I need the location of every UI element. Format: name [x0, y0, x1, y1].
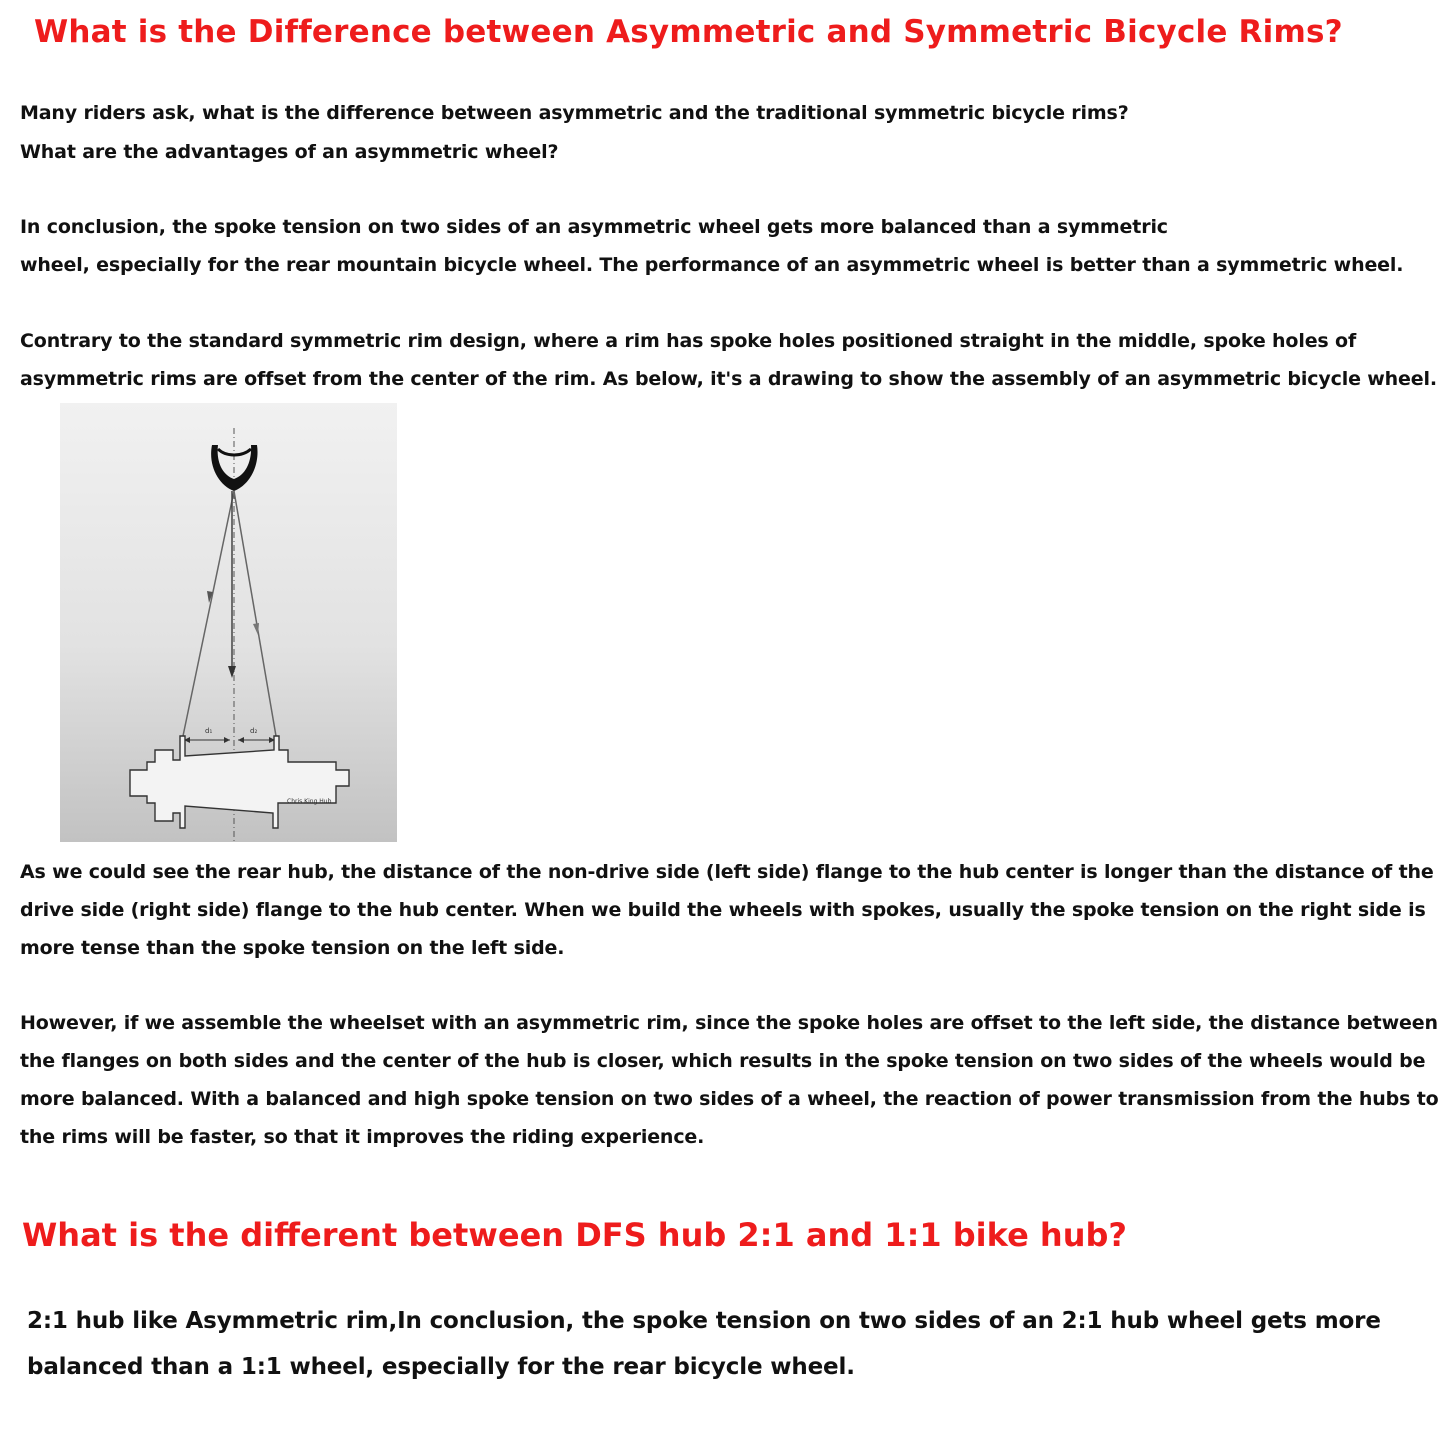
however-line-2: the flanges on both sides and the center of the hub is closer, which results in the spoke tension on two sides of the wheels would be	[20, 1050, 1426, 1072]
right-spoke	[234, 491, 276, 736]
d2-label: d₂	[250, 727, 258, 735]
contrary-line-2: asymmetric rims are offset from the center of the rim. As below, it's a drawing to show the assembly of an asymmetric bicycle wheel.	[20, 368, 1437, 390]
main-heading: What is the Difference between Asymmetric and Symmetric Bicycle Rims?	[34, 14, 1343, 50]
rear-hub-line-3: more tense than the spoke tension on the left side.	[20, 937, 565, 959]
intro-line-2: What are the advantages of an asymmetric wheel?	[20, 141, 559, 163]
dfs-line-1: 2:1 hub like Asymmetric rim,In conclusion, the spoke tension on two sides of an 2:1 hub wheel gets more	[27, 1308, 1381, 1334]
rear-hub-line-1: As we could see the rear hub, the distance of the non-drive side (left side) flange to the hub center is longer than the distance of the	[20, 861, 1434, 883]
dfs-line-2: balanced than a 1:1 wheel, especially for the rear bicycle wheel.	[27, 1354, 855, 1380]
conclusion-line-2: wheel, especially for the rear mountain bicycle wheel. The performance of an asymmetric wheel is better than a symmetric wheel.	[20, 254, 1404, 276]
asymmetric-wheel-diagram	[60, 403, 397, 842]
hub-outline	[130, 736, 349, 828]
rear-hub-line-2: drive side (right side) flange to the hub center. When we build the wheels with spokes, usually the spoke tension on the right side is	[20, 899, 1426, 921]
d1-label: d₁	[205, 727, 213, 735]
conclusion-line-1: In conclusion, the spoke tension on two sides of an asymmetric wheel gets more balanced than a symmetric	[20, 216, 1168, 238]
intro-line-1: Many riders ask, what is the difference between asymmetric and the traditional symmetric bicycle rims?	[20, 102, 1129, 124]
contrary-line-1: Contrary to the standard symmetric rim design, where a rim has spoke holes positioned straight in the middle, spoke holes of	[20, 330, 1357, 352]
however-line-1: However, if we assemble the wheelset with an asymmetric rim, since the spoke holes are offset to the left side, the distance between	[20, 1012, 1438, 1034]
however-line-4: the rims will be faster, so that it improves the riding experience.	[20, 1126, 705, 1148]
hub-label: Chris King Hub	[287, 798, 332, 805]
second-heading: What is the different between DFS hub 2:1 and 1:1 bike hub?	[22, 1216, 1127, 1254]
however-line-3: more balanced. With a balanced and high spoke tension on two sides of a wheel, the reaction of power transmission from the hubs to	[20, 1088, 1439, 1110]
left-spoke	[183, 491, 234, 736]
